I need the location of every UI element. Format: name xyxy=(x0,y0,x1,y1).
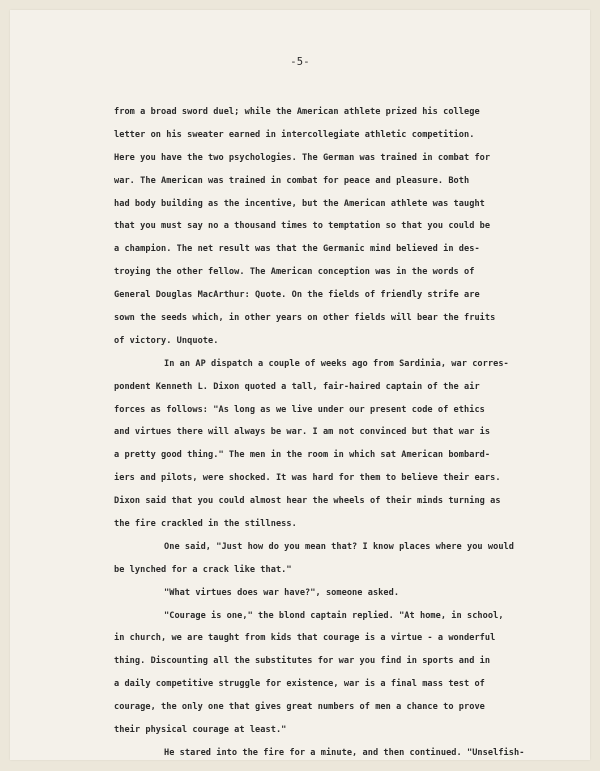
text-line: had body building as the incentive, but the American athlete was taught xyxy=(114,198,485,209)
text-line: iers and pilots, were shocked. It was hard for them to believe their ears. xyxy=(114,473,501,484)
text-line: Here you have the two psychologies. The German was trained in combat for xyxy=(114,152,491,163)
text-line: in church, we are taught from kids that courage is a virtue - a wonderful xyxy=(114,633,496,644)
text-line: letter on his sweater earned in intercollegiate athletic competition. xyxy=(114,129,475,140)
text-line: "What virtues does war have?", someone asked. xyxy=(164,587,400,598)
page-number: -5- xyxy=(290,56,310,68)
text-line: pondent Kenneth L. Dixon quoted a tall, fair-haired captain of the air xyxy=(114,381,480,392)
text-line: a daily competitive struggle for existence, war is a final mass test of xyxy=(114,679,485,690)
text-line: war. The American was trained in combat for peace and pleasure. Both xyxy=(114,175,470,186)
text-line: be lynched for a crack like that." xyxy=(114,564,292,575)
text-line: courage, the only one that gives great numbers of men a chance to prove xyxy=(114,702,485,713)
text-line: troying the other fellow. The American conception was in the words of xyxy=(114,267,475,278)
text-line: thing. Discounting all the substitutes for war you find in sports and in xyxy=(114,656,491,667)
text-line: the fire crackled in the stillness. xyxy=(114,519,297,530)
text-line: and virtues there will always be war. I am not convinced but that war is xyxy=(114,427,491,438)
text-line: General Douglas MacArthur: Quote. On the fields of friendly strife are xyxy=(114,290,480,301)
body-text xyxy=(114,101,564,760)
text-line: from a broad sword duel; while the American athlete prized his college xyxy=(114,107,480,117)
text-line: In an AP dispatch a couple of weeks ago from Sardinia, war corres- xyxy=(164,358,509,369)
text-line: One said, "Just how do you mean that? I know places where you would xyxy=(164,541,514,552)
text-line: "Courage is one," the blond captain replied. "At home, in school, xyxy=(164,610,504,621)
text-line: of victory. Unquote. xyxy=(114,335,219,346)
text-line: Dixon said that you could almost hear the wheels of their minds turning as xyxy=(114,496,501,507)
text-line: sown the seeds which, in other years on other fields will bear the fruits xyxy=(114,313,496,324)
text-line: He stared into the fire for a minute, and then continued. "Unselfish- xyxy=(164,747,525,758)
document-page xyxy=(10,10,590,760)
text-line: a pretty good thing." The men in the room in which sat American bombard- xyxy=(114,450,491,461)
text-line: a champion. The net result was that the Germanic mind believed in des- xyxy=(114,244,480,255)
text-line: their physical courage at least." xyxy=(114,725,287,736)
text-line: forces as follows: "As long as we live under our present code of ethics xyxy=(114,404,485,415)
text-line: that you must say no a thousand times to temptation so that you could be xyxy=(114,221,491,232)
